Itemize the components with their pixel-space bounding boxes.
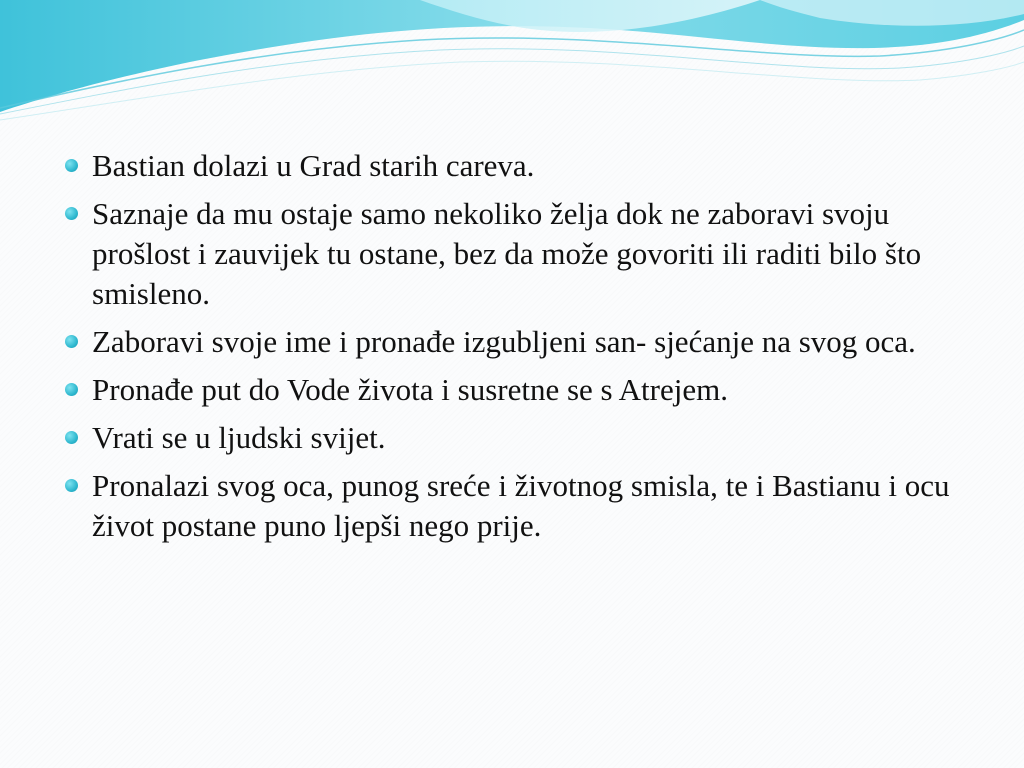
bullet-dot-icon	[65, 335, 78, 348]
bullet-text: Bastian dolazi u Grad starih careva.	[92, 148, 535, 183]
bullet-text: Saznaje da mu ostaje samo nekoliko želja dok ne zaboravi svoju prošlost i zauvijek tu ostane, bez da može govoriti ili raditi bilo što smisleno.	[92, 196, 922, 311]
bullet-text: Pronalazi svog oca, punog sreće i životnog smisla, te i Bastianu i ocu život postane puno ljepši nego prije.	[92, 468, 950, 543]
bullet-text: Vrati se u ljudski svijet.	[92, 420, 386, 455]
bullet-dot-icon	[65, 383, 78, 396]
bullet-text: Zaboravi svoje ime i pronađe izgubljeni san- sjećanje na svog oca.	[92, 324, 916, 359]
wave-header-decoration	[0, 0, 1024, 140]
bullet-dot-icon	[65, 431, 78, 444]
bullet-content	[62, 146, 962, 554]
bullet-item	[62, 370, 962, 410]
bullet-list	[62, 146, 962, 546]
bullet-dot-icon	[65, 479, 78, 492]
bullet-item	[62, 322, 962, 362]
bullet-item	[62, 466, 962, 546]
bullet-text: Pronađe put do Vode života i susretne se s Atrejem.	[92, 372, 728, 407]
bullet-item	[62, 418, 962, 458]
bullet-dot-icon	[65, 207, 78, 220]
bullet-item	[62, 194, 962, 314]
bullet-item	[62, 146, 962, 186]
bullet-dot-icon	[65, 159, 78, 172]
